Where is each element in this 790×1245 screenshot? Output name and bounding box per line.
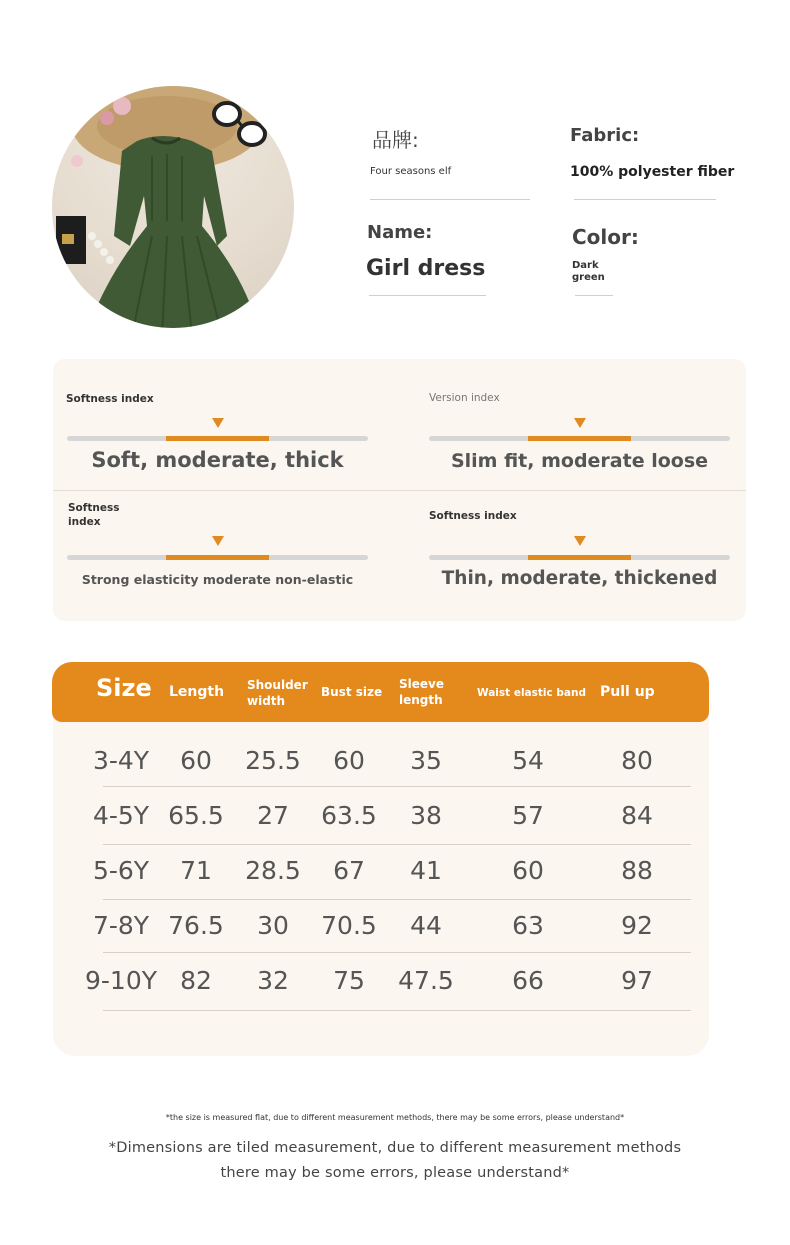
header-shoulder-line1: Shoulder (247, 678, 308, 692)
header-sleeve (399, 676, 444, 708)
index-marker-icon (212, 536, 224, 546)
row-divider (103, 952, 691, 953)
measure-cell: 88 (621, 856, 653, 885)
index-value: Slim fit, moderate loose (450, 450, 709, 472)
index-track (429, 555, 730, 560)
measure-cell: 27 (257, 801, 289, 830)
index-value: Soft, moderate, thick (91, 448, 344, 472)
name-label: Name: (367, 222, 433, 243)
row-divider (103, 786, 691, 787)
index-marker-icon (574, 536, 586, 546)
measure-cell: 67 (333, 856, 365, 885)
header-length: Length (169, 684, 225, 700)
flower-shape (113, 97, 131, 115)
measure-cell: 47.5 (398, 966, 454, 995)
brand-label: 品牌: (372, 128, 419, 152)
measure-cell: 80 (621, 746, 653, 775)
measure-cell: 92 (621, 911, 653, 940)
measure-cell: 54 (512, 746, 544, 775)
measure-cell: 44 (410, 911, 442, 940)
measure-cell: 60 (512, 856, 544, 885)
index-title-line2: index (68, 516, 101, 528)
index-track (67, 436, 368, 441)
color-value-line1: Dark (572, 260, 599, 271)
measure-cell: 25.5 (245, 746, 301, 775)
color-underline (575, 295, 613, 296)
header-sleeve-line1: Sleeve (399, 677, 444, 691)
index-title: Version index (429, 392, 500, 404)
header-shoulder-line2: width (247, 694, 286, 708)
measure-cell: 75 (333, 966, 365, 995)
index-track (67, 555, 368, 560)
measure-cell: 28.5 (245, 856, 301, 885)
size-cell: 9-10Y (84, 966, 157, 995)
measure-cell: 60 (333, 746, 365, 775)
measure-cell: 63.5 (321, 801, 377, 830)
index-title-line1: Softness (68, 502, 120, 514)
pearl-necklace-shape (88, 232, 114, 264)
index-fill (166, 436, 269, 441)
note-big-line2: there may be some errors, please understand* (220, 1165, 570, 1181)
measure-cell: 30 (257, 911, 289, 940)
name-value: Girl dress (366, 256, 486, 281)
index-track (429, 436, 730, 441)
measure-cell: 66 (512, 966, 544, 995)
measure-cell: 32 (257, 966, 289, 995)
index-value: Strong elasticity moderate non-elastic (81, 572, 354, 587)
measure-cell: 35 (410, 746, 442, 775)
measure-cell: 84 (621, 801, 653, 830)
measure-cell: 70.5 (321, 911, 377, 940)
row-divider (103, 899, 691, 900)
note-big-line1: *Dimensions are tiled measurement, due to different measurement methods (108, 1140, 682, 1156)
header-waist: Waist elastic band (477, 687, 586, 699)
measure-cell: 38 (410, 801, 442, 830)
header-shoulder (247, 677, 308, 709)
measure-cell: 76.5 (168, 911, 224, 940)
row-divider (103, 844, 691, 845)
size-cell: 3-4Y (92, 746, 150, 775)
size-cell: 4-5Y (92, 801, 150, 830)
measure-cell: 82 (180, 966, 212, 995)
brand-underline (370, 199, 530, 200)
measure-cell: 65.5 (168, 801, 224, 830)
index-divider (53, 490, 746, 491)
header-pull: Pull up (600, 684, 655, 700)
dress-illustration (52, 86, 294, 328)
measure-cell: 71 (180, 856, 212, 885)
index-value: Thin, moderate, thickened (441, 568, 718, 589)
color-value (572, 260, 605, 284)
fabric-underline (574, 199, 716, 200)
measure-cell: 57 (512, 801, 544, 830)
size-cell: 5-6Y (92, 856, 150, 885)
color-label: Color: (572, 225, 639, 249)
index-fill (528, 555, 631, 560)
note-big (0, 1136, 790, 1186)
fabric-value: 100% polyester fiber (570, 164, 735, 180)
index-title (68, 501, 119, 529)
brand-value: Four seasons elf (370, 166, 452, 177)
index-marker-icon (212, 418, 224, 428)
index-title: Softness index (66, 393, 154, 405)
fabric-label: Fabric: (570, 125, 640, 146)
color-value-line2: green (572, 272, 605, 283)
header-size: Size (96, 674, 152, 702)
name-underline (369, 295, 486, 296)
index-fill (166, 555, 269, 560)
header-sleeve-line2: length (399, 693, 443, 707)
product-photo (52, 86, 294, 328)
measure-cell: 97 (621, 966, 653, 995)
index-fill (528, 436, 631, 441)
index-title: Softness index (429, 510, 517, 522)
measure-cell: 41 (410, 856, 442, 885)
index-marker-icon (574, 418, 586, 428)
note-small: *the size is measured flat, due to different measurement methods, there may be some errors, please understand* (165, 1113, 625, 1122)
header-bust: Bust size (321, 685, 383, 699)
row-divider (103, 1010, 691, 1011)
size-cell: 7-8Y (92, 911, 150, 940)
dress-shape (82, 136, 262, 328)
measure-cell: 60 (180, 746, 212, 775)
measure-cell: 63 (512, 911, 544, 940)
